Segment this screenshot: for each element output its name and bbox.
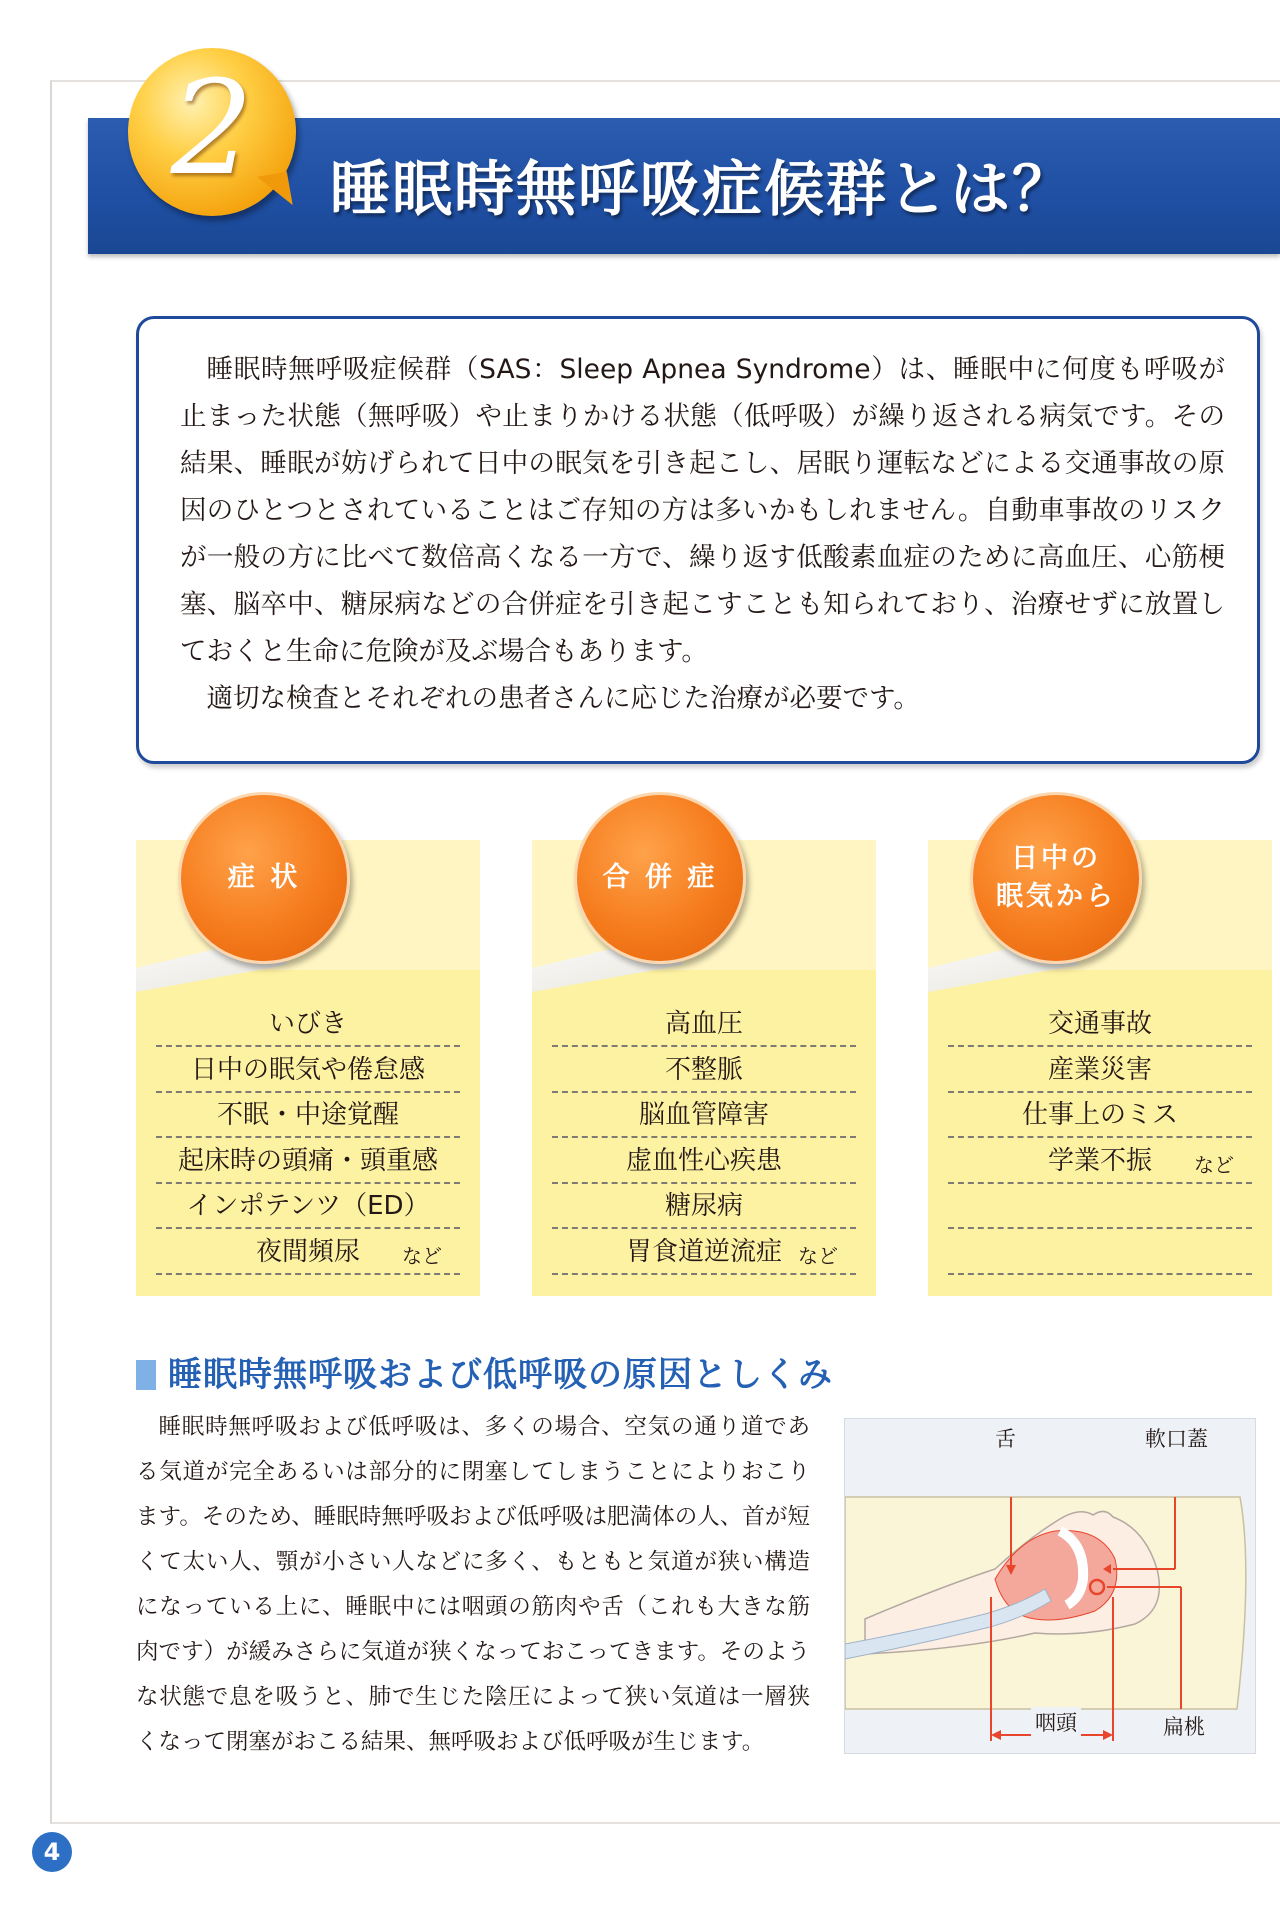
etc-label: など	[402, 1243, 442, 1268]
symptoms-card	[136, 840, 480, 1296]
card-title: 症 状	[227, 862, 301, 893]
list-item: 虚血性心疾患	[552, 1139, 856, 1184]
list-item: 高血圧	[552, 1002, 856, 1047]
list-item: 糖尿病	[552, 1184, 856, 1229]
section-heading: 睡眠時無呼吸および低呼吸の原因としくみ	[168, 1355, 833, 1395]
section-number-badge	[128, 48, 296, 216]
list-item: いびき	[156, 1002, 460, 1047]
list-item: 仕事上のミス	[948, 1093, 1252, 1138]
list-item	[948, 1230, 1252, 1275]
list-item: 起床時の頭痛・頭重感	[156, 1139, 460, 1184]
label-soft-palate: 軟口蓋	[1145, 1427, 1208, 1451]
etc-label: など	[1194, 1152, 1234, 1177]
card-list	[552, 1002, 856, 1276]
airway-diagram	[844, 1418, 1256, 1754]
card-list	[156, 1002, 460, 1276]
page-title: 睡眠時無呼吸症候群とは？	[330, 155, 1074, 225]
card-title: 合 併 症	[602, 862, 718, 893]
card-title-circle	[970, 792, 1142, 964]
card-title: 日中の 眠気から	[996, 843, 1116, 912]
label-tongue: 舌	[995, 1427, 1016, 1451]
section-number: 2	[170, 52, 254, 204]
list-item: 産業災害	[948, 1048, 1252, 1093]
card-title-circle	[574, 792, 746, 964]
label-pharynx: 咽頭	[1031, 1707, 1081, 1737]
intro-paragraph-1: 睡眠時無呼吸症候群（SAS：Sleep Apnea Syndrome）は、睡眠中に何度も呼吸が止まった状態（無呼吸）や止まりかける状態（低呼吸）が繰り返される病気です。その結果、睡眠が妨げられて日中の眠気を引き起こし、居眠り運転などによる交通事故の原因のひとつとされていることはご存知の方は多いかもしれません。自動車事故のリスクが一般の方に比べて数倍高くなる一方で、繰り返す低酸素血症のために高血圧、心筋梗塞、脳卒中、糖尿病などの合併症を引き起こすことも知られており、治療せずに放置しておくと生命に危険が及ぶ場合もあります。	[180, 354, 1225, 667]
list-item: 胃食道逆流症 など	[552, 1230, 856, 1275]
airway-illustration	[845, 1419, 1255, 1753]
page-number: 4	[32, 1832, 72, 1872]
section-body-text	[136, 1405, 810, 1765]
list-item	[948, 1184, 1252, 1229]
complications-card	[532, 840, 876, 1296]
intro-paragraph-2: 適切な検査とそれぞれの患者さんに応じた治療が必要です。	[206, 683, 920, 714]
intro-text	[180, 346, 1225, 722]
list-item: 日中の眠気や倦怠感	[156, 1048, 460, 1093]
etc-label: など	[798, 1243, 838, 1268]
list-item: インポテンツ（ED）	[156, 1184, 460, 1229]
section-paragraph: 睡眠時無呼吸および低呼吸は、多くの場合、空気の通り道である気道が完全あるいは部分的に閉塞してしまうことによりおこります。そのため、睡眠時無呼吸および低呼吸は肥満体の人、首が短くて太い人、顎が小さい人などに多く、もともと気道が狭い構造になっている上に、睡眠中には咽頭の筋肉や舌（これも大きな筋肉です）が緩みさらに気道が狭くなっておこってきます。そのような状態で息を吸うと、肺で生じた陰圧によって狭い気道は一層狭くなって閉塞がおこる結果、無呼吸および低呼吸が生じます。	[136, 1414, 810, 1755]
card-list	[948, 1002, 1252, 1276]
section-heading-marker	[136, 1360, 156, 1390]
list-item: 不整脈	[552, 1048, 856, 1093]
list-item: 学業不振 など	[948, 1139, 1252, 1184]
list-item: 不眠・中途覚醒	[156, 1093, 460, 1138]
list-item: 交通事故	[948, 1002, 1252, 1047]
list-item: 夜間頻尿 など	[156, 1230, 460, 1275]
list-item: 脳血管障害	[552, 1093, 856, 1138]
card-title-circle	[178, 792, 350, 964]
daytime-sleepiness-card	[928, 840, 1272, 1296]
label-tonsil: 扁桃	[1163, 1715, 1205, 1739]
